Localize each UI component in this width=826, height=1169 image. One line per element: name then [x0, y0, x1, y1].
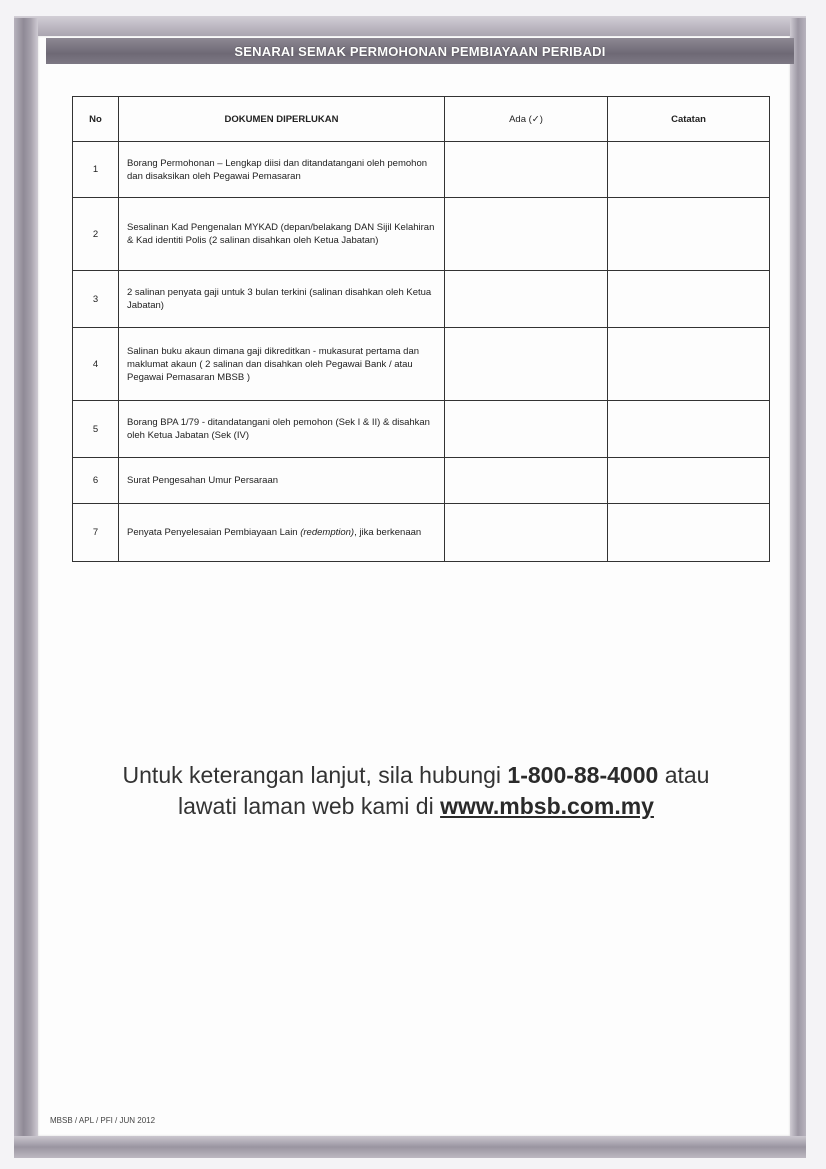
row-ada-cell[interactable] [445, 458, 608, 504]
row-number: 4 [73, 328, 119, 401]
row-catatan-cell[interactable] [608, 271, 770, 328]
contact-text-suffix: atau [658, 762, 710, 788]
row-catatan-cell[interactable] [608, 458, 770, 504]
checklist-table [72, 96, 770, 562]
hotline-number: 1-800-88-4000 [507, 762, 659, 788]
row-number: 1 [73, 142, 119, 198]
row-ada-cell[interactable] [445, 328, 608, 401]
contact-note [60, 760, 772, 822]
contact-text: Untuk keterangan lanjut, sila hubungi [122, 762, 508, 788]
table-row [73, 458, 770, 504]
table-row [73, 271, 770, 328]
row-document: Sesalinan Kad Pengenalan MYKAD (depan/belakang DAN Sijil Kelahiran & Kad identiti Polis (2 salinan disahkan oleh Ketua Jabatan) [119, 198, 445, 271]
scan-border-right [790, 18, 806, 1153]
table-row [73, 198, 770, 271]
row-document: 2 salinan penyata gaji untuk 3 bulan terkini (salinan disahkan oleh Ketua Jabatan) [119, 271, 445, 328]
row-document: Borang Permohonan – Lengkap diisi dan ditandatangani oleh pemohon dan disaksikan oleh Pegawai Pemasaran [119, 142, 445, 198]
row-document: Salinan buku akaun dimana gaji dikreditkan - mukasurat pertama dan maklumat akaun ( 2 salinan dan disahkan oleh Pegawai Bank / atau Pegawai Pemasaran MBSB ) [119, 328, 445, 401]
row-ada-cell[interactable] [445, 142, 608, 198]
row-catatan-cell[interactable] [608, 142, 770, 198]
table-row [73, 142, 770, 198]
website-link[interactable]: www.mbsb.com.my [440, 793, 654, 819]
row-number: 3 [73, 271, 119, 328]
table-row [73, 328, 770, 401]
row-document: Borang BPA 1/79 - ditandatangani oleh pemohon (Sek I & II) & disahkan oleh Ketua Jabatan (Sek (IV) [119, 401, 445, 458]
row-catatan-cell[interactable] [608, 328, 770, 401]
row-catatan-cell[interactable] [608, 401, 770, 458]
website-prompt: lawati laman web kami di [178, 793, 441, 819]
row-number: 7 [73, 504, 119, 562]
row-catatan-cell[interactable] [608, 504, 770, 562]
column-header-no: No [73, 97, 119, 142]
row-catatan-cell[interactable] [608, 198, 770, 271]
scan-border-top [14, 16, 806, 36]
row-document [119, 504, 445, 562]
row-document-text: Penyata Penyelesaian Pembiayaan Lain [127, 527, 301, 538]
row-document-tail: , jika berkenaan [354, 527, 422, 538]
row-document: Surat Pengesahan Umur Persaraan [119, 458, 445, 504]
contact-line-1 [60, 760, 772, 791]
table-row [73, 401, 770, 458]
row-ada-cell[interactable] [445, 504, 608, 562]
title-bar [46, 38, 794, 64]
column-header-ada: Ada (✓) [445, 97, 608, 142]
table-row [73, 504, 770, 562]
row-number: 5 [73, 401, 119, 458]
column-header-document: DOKUMEN DIPERLUKAN [119, 97, 445, 142]
page-title: SENARAI SEMAK PERMOHONAN PEMBIAYAAN PERIBADI [234, 43, 606, 59]
row-ada-cell[interactable] [445, 401, 608, 458]
row-number: 6 [73, 458, 119, 504]
column-header-catatan: Catatan [608, 97, 770, 142]
form-code: MBSB / APL / PFI / JUN 2012 [50, 1116, 156, 1125]
scan-border-bottom [14, 1136, 806, 1158]
contact-line-2 [60, 791, 772, 822]
row-ada-cell[interactable] [445, 198, 608, 271]
row-ada-cell[interactable] [445, 271, 608, 328]
row-number: 2 [73, 198, 119, 271]
scan-border-left [14, 18, 38, 1153]
row-document-emphasis: (redemption) [300, 527, 355, 538]
table-header-row [73, 97, 770, 142]
